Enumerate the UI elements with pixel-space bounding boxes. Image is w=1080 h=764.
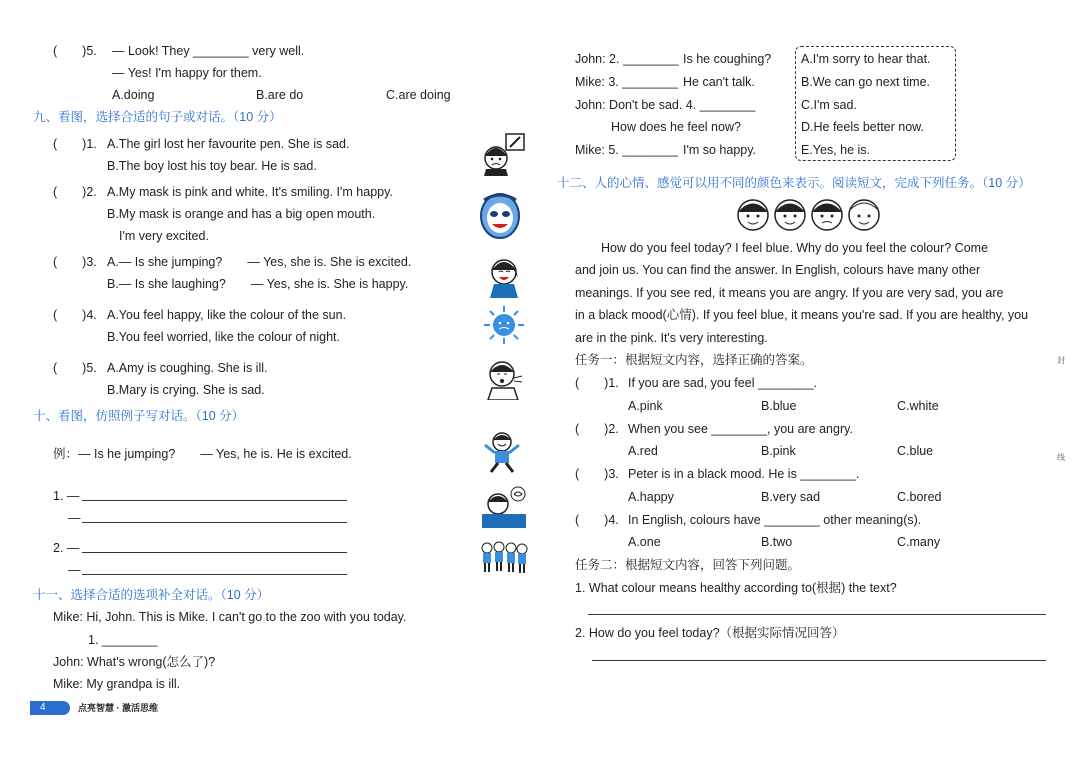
task1-q4-number: ( )4. bbox=[575, 513, 619, 527]
passage-line-4: in a black mood(心情). If you feel blue, it means you're sad. If you are healthy, you bbox=[575, 308, 1029, 322]
task2-q1-text: 1. What colour means healthy according to(根据) the text? bbox=[575, 581, 897, 595]
task1-q2-option-a: A.red bbox=[628, 444, 658, 458]
option-b: B.We can go next time. bbox=[801, 75, 930, 89]
q8-5-option-c: C.are doing bbox=[386, 88, 451, 102]
s9-q5-option-b: B.Mary is crying. She is sad. bbox=[107, 383, 265, 397]
task1-q3-option-a: A.happy bbox=[628, 490, 674, 504]
boy-jumping-illustration bbox=[482, 430, 522, 474]
dialog-line-3: John: Don't be sad. 4. ________ bbox=[575, 98, 756, 112]
s9-q2-option-a: A.My mask is pink and white. It's smiling. I'm happy. bbox=[107, 185, 393, 199]
task-2-heading: 任务二：根据短文内容，回答下列问题。 bbox=[575, 558, 801, 572]
section-9-title-text: 九、看图，选择合适的句子或对话。 bbox=[33, 110, 234, 124]
section-10-title bbox=[33, 408, 244, 424]
s10-item-2-dash: — bbox=[68, 563, 81, 577]
dialog-line-4: How does he feel now? bbox=[611, 120, 741, 134]
dialog-line-1-speaker: John: 2. ________ bbox=[575, 52, 679, 66]
task1-q1-option-b: B.blue bbox=[761, 399, 797, 413]
blue-sun-illustration bbox=[482, 305, 526, 345]
binding-mark-seal: 封 bbox=[1057, 356, 1065, 365]
s9-q2-number: ( )2. bbox=[53, 185, 97, 199]
dialog-line-5-speaker: Mike: 5. ________ bbox=[575, 143, 678, 157]
passage-line-5: are in the pink. It's very interesting. bbox=[575, 331, 768, 345]
s9-q2-option-b-cont: I'm very excited. bbox=[119, 229, 209, 243]
q8-5-number: ( )5. bbox=[53, 44, 97, 58]
opera-mask-illustration bbox=[478, 190, 522, 240]
task1-q3-option-b: B.very sad bbox=[761, 490, 821, 504]
option-e: E.Yes, he is. bbox=[801, 143, 871, 157]
q8-5-line1: — Look! They ________ very well. bbox=[112, 44, 305, 58]
task2-q2-answer-line[interactable] bbox=[592, 660, 1046, 661]
binding-mark-line: 线 bbox=[1057, 453, 1065, 462]
girl-laughing-illustration bbox=[484, 252, 524, 298]
task1-q4-option-c: C.many bbox=[897, 535, 941, 549]
s9-q2-option-b: B.My mask is orange and has a big open mouth. bbox=[107, 207, 376, 221]
section-10-points: （10 分） bbox=[195, 409, 245, 423]
section-12-points: （10 分） bbox=[982, 176, 1031, 190]
s9-q4-number: ( )4. bbox=[53, 308, 97, 322]
task1-q3-number: ( )3. bbox=[575, 467, 619, 481]
section-11-title-text: 十一、选择合适的选项补全对话。 bbox=[33, 588, 221, 602]
s9-q5-number: ( )5. bbox=[53, 361, 97, 375]
dialog-line-1-text: Is he coughing? bbox=[683, 52, 772, 66]
option-a: A.I'm sorry to hear that. bbox=[801, 52, 931, 66]
option-d: D.He feels better now. bbox=[801, 120, 924, 134]
task1-q1-text: If you are sad, you feel ________. bbox=[628, 376, 818, 390]
dialog-line-2-speaker: Mike: 3. ________ bbox=[575, 75, 678, 89]
section-9-points: （10 分） bbox=[233, 110, 282, 124]
s11-line-4: Mike: My grandpa is ill. bbox=[53, 677, 181, 691]
s10-item-2-answer-line-1[interactable] bbox=[82, 552, 347, 553]
option-c: C.I'm sad. bbox=[801, 98, 857, 112]
page-number: 4 bbox=[40, 702, 46, 713]
task2-q2-text: 2. How do you feel today?（根据实际情况回答） bbox=[575, 626, 845, 640]
q8-5-line2: — Yes! I'm happy for them. bbox=[112, 66, 262, 80]
s9-q3-option-b: B.— Is she laughing? — Yes, she is. She is happy. bbox=[107, 277, 409, 291]
s11-blank-1: 1. ________ bbox=[88, 633, 158, 647]
s11-line-1: Mike: Hi, John. This is Mike. I can't go to the zoo with you today. bbox=[53, 610, 407, 624]
four-faces-illustration bbox=[735, 197, 885, 233]
s10-item-1-answer-line-2[interactable] bbox=[82, 522, 347, 523]
s10-item-1-answer-line-1[interactable] bbox=[82, 500, 347, 501]
s9-q4-option-b: B.You feel worried, like the colour of night. bbox=[107, 330, 341, 344]
task1-q4-option-a: A.one bbox=[628, 535, 661, 549]
s10-item-2-answer-line-2[interactable] bbox=[82, 574, 347, 575]
task1-q1-number: ( )1. bbox=[575, 376, 619, 390]
section-11-points: （10 分） bbox=[220, 588, 270, 602]
task1-q2-option-b: B.pink bbox=[761, 444, 796, 458]
task1-q3-option-c: C.bored bbox=[897, 490, 942, 504]
task2-q1-answer-line[interactable] bbox=[588, 614, 1046, 615]
children-group-illustration bbox=[480, 540, 528, 574]
dialog-line-2-text: He can't talk. bbox=[683, 75, 755, 89]
section-9-title bbox=[33, 109, 282, 125]
s10-item-1-dash: — bbox=[68, 511, 81, 525]
section-12-title bbox=[557, 175, 1031, 191]
task-1-heading: 任务一：根据短文内容，选择正确的答案。 bbox=[575, 353, 813, 367]
boy-thinking-illustration bbox=[480, 486, 528, 528]
s9-q1-number: ( )1. bbox=[53, 137, 97, 151]
task1-q4-option-b: B.two bbox=[761, 535, 793, 549]
footer-slogan: 点亮智慧 · 激活思维 bbox=[78, 703, 158, 713]
s9-q3-option-a: A.— Is she jumping? — Yes, she is. She is excited. bbox=[107, 255, 412, 269]
passage-line-1: How do you feel today? I feel blue. Why do you feel the colour? Come bbox=[601, 241, 989, 255]
s9-q4-option-a: A.You feel happy, like the colour of the sun. bbox=[107, 308, 347, 322]
passage-line-3: meanings. If you see red, it means you are angry. If you are very sad, you are bbox=[575, 286, 1004, 300]
passage-line-2: and join us. You can find the answer. In English, colours have many other bbox=[575, 263, 981, 277]
task1-q1-option-a: A.pink bbox=[628, 399, 663, 413]
task1-q2-option-c: C.blue bbox=[897, 444, 934, 458]
task1-q3-text: Peter is in a black mood. He is ________. bbox=[628, 467, 860, 481]
task1-q2-text: When you see ________, you are angry. bbox=[628, 422, 853, 436]
section-11-title bbox=[33, 587, 269, 603]
s9-q3-number: ( )3. bbox=[53, 255, 97, 269]
task1-q4-text: In English, colours have ________ other meaning(s). bbox=[628, 513, 922, 527]
girl-coughing-illustration bbox=[484, 356, 524, 400]
s9-q1-option-b: B.The boy lost his toy bear. He is sad. bbox=[107, 159, 317, 173]
task1-q2-number: ( )2. bbox=[575, 422, 619, 436]
s10-example: 例：— Is he jumping? — Yes, he is. He is excited. bbox=[53, 447, 352, 461]
s11-line-3: John: What's wrong(怎么了)? bbox=[53, 655, 216, 669]
q8-5-option-b: B.are do bbox=[256, 88, 304, 102]
s10-item-2-label: 2. — bbox=[53, 541, 80, 555]
section-12-title-text: 十二、人的心情、感觉可以用不同的颜色来表示。阅读短文，完成下列任务。 bbox=[557, 176, 983, 190]
s9-q1-option-a: A.The girl lost her favourite pen. She is sad. bbox=[107, 137, 350, 151]
s10-item-1-label: 1. — bbox=[53, 489, 80, 503]
dialog-line-5-text: I'm so happy. bbox=[683, 143, 757, 157]
task1-q1-option-c: C.white bbox=[897, 399, 939, 413]
q8-5-option-a: A.doing bbox=[112, 88, 155, 102]
girl-lost-pen-illustration bbox=[478, 132, 528, 176]
s9-q5-option-a: A.Amy is coughing. She is ill. bbox=[107, 361, 268, 375]
page-number-tab bbox=[30, 701, 70, 715]
section-10-title-text: 十、看图，仿照例子写对话。 bbox=[33, 409, 196, 423]
